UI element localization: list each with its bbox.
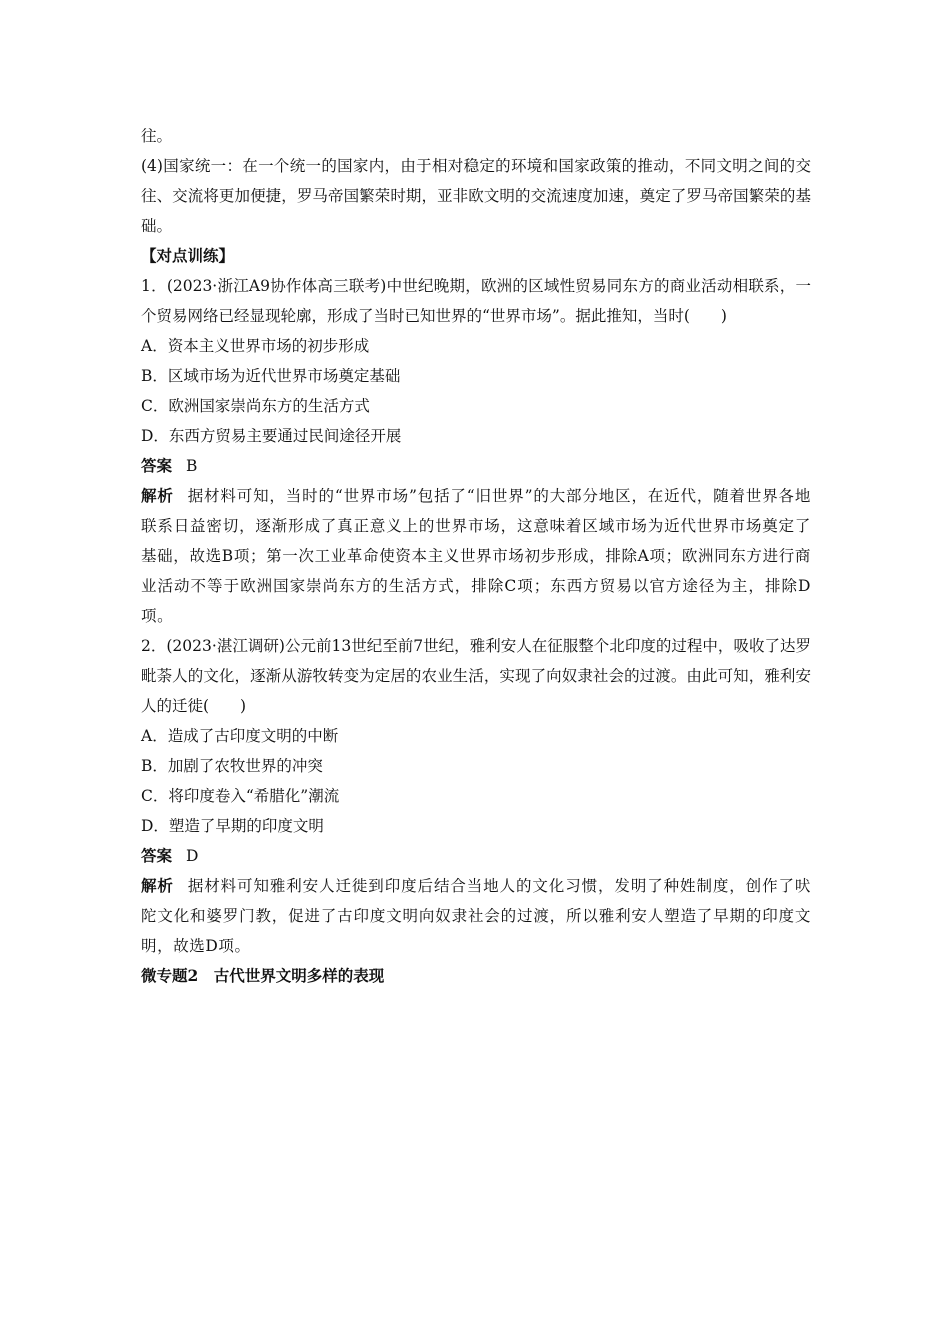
q1-analysis-label: 解析 [141, 486, 174, 505]
q1-analysis-text: 据材料可知，当时的“世界市场”包括了“旧世界”的大部分地区，在近代，随着世界各地联系日益密切，逐渐形成了真正意义上的世界市场，这意味着区域市场为近代世界市场奠定了基础，故选B项；第一次工业革命使资本主义世界市场初步形成，排除A项；欧洲同东方进行商业活动不等于欧洲国家崇尚东方的生活方式，排除C项；东西方贸易以官方途径为主，排除D项。 [141, 487, 812, 625]
q2-option-a: A．造成了古印度文明的中断 [141, 727, 339, 745]
q2-analysis [141, 871, 811, 961]
q1-analysis [141, 481, 811, 631]
q1-answer-value: B [186, 457, 198, 475]
q1-option-b: B．区域市场为近代世界市场奠定基础 [141, 367, 401, 385]
q2-option-d: D．塑造了早期的印度文明 [141, 817, 324, 835]
q1-answer-label: 答案 [141, 456, 173, 475]
q2-answer [141, 841, 811, 871]
q1-option-a: A．资本主义世界市场的初步形成 [141, 337, 370, 355]
q2-answer-label: 答案 [141, 846, 173, 865]
q1-option-d: D．东西方贸易主要通过民间途径开展 [141, 427, 402, 445]
q2-analysis-text: 据材料可知雅利安人迁徙到印度后结合当地人的文化习惯，发明了种姓制度，创作了吠陀文化和婆罗门教，促进了古印度文明向奴隶社会的过渡，所以雅利安人塑造了早期的印度文明，故选D项。 [141, 877, 812, 955]
q2-analysis-label: 解析 [141, 876, 174, 895]
q2-option-c: C．将印度卷入“希腊化”潮流 [141, 787, 340, 805]
document-body [141, 121, 811, 991]
q2-stem: 2．(2023·湛江调研)公元前13世纪至前7世纪，雅利安人在征服整个北印度的过程中，吸收了达罗毗荼人的文化，逐渐从游牧转变为定居的农业生活，实现了向奴隶社会的过渡。由此可知，雅利安人的迁徙( ) [141, 637, 811, 715]
q2-option-b: B．加剧了农牧世界的冲突 [141, 757, 323, 775]
q2-answer-value: D [186, 847, 199, 865]
q1-option-c: C．欧洲国家崇尚东方的生活方式 [141, 397, 370, 415]
intro-continuation: 往。 [141, 127, 173, 145]
intro-item-4: (4)国家统一：在一个统一的国家内，由于相对稳定的环境和国家政策的推动，不同文明之间的交往、交流将更加便捷，罗马帝国繁荣时期，亚非欧文明的交流速度加速，奠定了罗马帝国繁荣的基础。 [141, 157, 811, 235]
q1-stem: 1．(2023·浙江A9协作体高三联考)中世纪晚期，欧洲的区域性贸易同东方的商业活动相联系，一个贸易网络已经显现轮廓，形成了当时已知世界的“世界市场”。据此推知，当时( ) [141, 277, 811, 325]
q1-answer [141, 451, 811, 481]
next-topic-heading: 微专题2 古代世界文明多样的表现 [141, 966, 385, 985]
section-heading: 【对点训练】 [141, 246, 235, 265]
